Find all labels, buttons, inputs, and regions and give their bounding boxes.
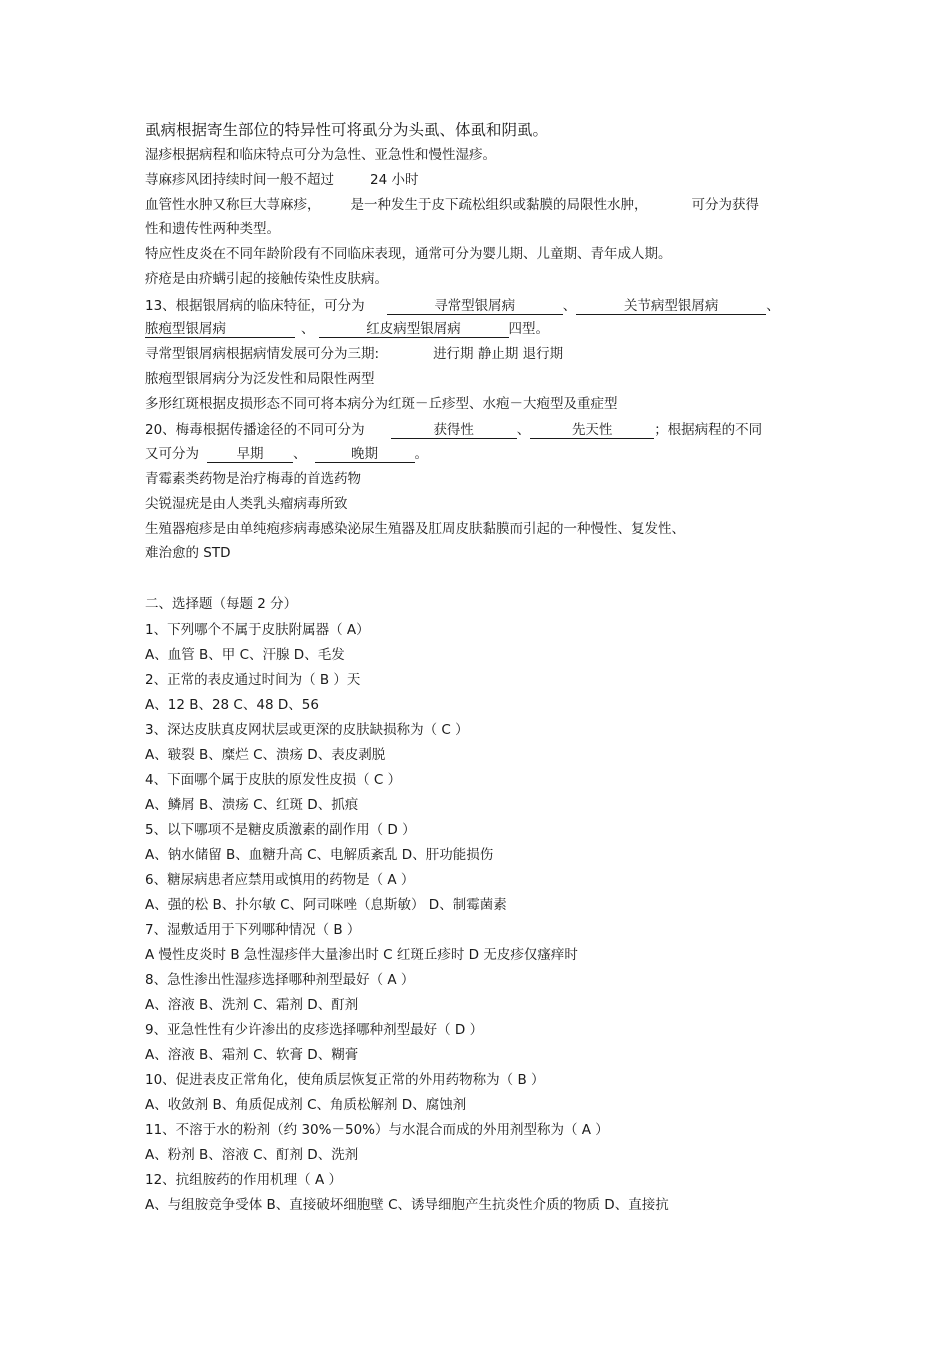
question-options: A、粉剂 B、溶液 C、酊剂 D、洗剂	[145, 1147, 359, 1163]
text-line: 疥疮是由疥螨引起的接触传染性皮肤病。	[145, 271, 388, 287]
text-line	[145, 171, 418, 189]
text-span: 可分为获得	[691, 197, 759, 213]
question-options: A、与组胺竞争受体 B、直接破坏细胞壁 C、诱导细胞产生抗炎性介质的物质 D、直接抗	[145, 1197, 669, 1213]
text-line: 性和遗传性两种类型。	[145, 221, 280, 237]
separator: 、	[301, 321, 315, 337]
question: 1、下列哪个不属于皮肤附属器（ A）	[145, 622, 370, 638]
text-span: 是一种发生于皮下疏松组织或黏膜的局限性水肿，	[350, 197, 648, 213]
answer-blank: 晚期	[315, 446, 415, 463]
question-options: A、鳞屑 B、溃疡 C、红斑 D、抓痕	[145, 797, 359, 813]
text-span: 20、梅毒根据传播途径的不同可分为	[145, 422, 365, 438]
text-span: 13、根据银屑病的临床特征，可分为	[145, 298, 365, 314]
question-options: A、皲裂 B、糜烂 C、溃疡 D、表皮剥脱	[145, 747, 386, 763]
question-options: A、血管 B、甲 C、汗腺 D、毛发	[145, 647, 345, 663]
answer-blank: 早期	[207, 446, 293, 463]
text-span: 荨麻疹风团持续时间一般不超过	[145, 172, 334, 188]
text-line: 尖锐湿疣是由人类乳头瘤病毒所致	[145, 496, 348, 512]
answer-blank: 脓疱型银屑病	[145, 321, 295, 338]
question-options: A 慢性皮炎时 B 急性湿疹伴大量渗出时 C 红斑丘疹时 D 无皮疹仅瘙痒时	[145, 947, 578, 963]
question: 5、以下哪项不是糖皮质激素的副作用（ D ）	[145, 822, 416, 838]
text-line	[145, 345, 563, 363]
text-line	[145, 196, 759, 214]
question: 12、抗组胺药的作用机理（ A ）	[145, 1172, 342, 1188]
question: 4、下面哪个属于皮肤的原发性皮损（ C ）	[145, 772, 402, 788]
text-span: ；根据病程的不同	[654, 422, 763, 438]
question-13	[145, 297, 780, 315]
question-13-line2	[145, 320, 549, 338]
text-span: 。	[414, 446, 428, 462]
text-span: 进行期 静止期 退行期	[433, 346, 564, 362]
question-options: A、溶液 B、洗剂 C、霜剂 D、酊剂	[145, 997, 359, 1013]
text-span: 血管性水肿又称巨大荨麻疹，	[145, 197, 321, 213]
question: 6、糖尿病患者应禁用或慎用的药物是（ A ）	[145, 872, 415, 888]
answer-blank: 先天性	[530, 422, 654, 439]
question: 10、促进表皮正常角化，使角质层恢复正常的外用药物称为（ B ）	[145, 1072, 545, 1088]
text-line: 特应性皮炎在不同年龄阶段有不同临床表现，通常可分为婴儿期、儿童期、青年成人期。	[145, 246, 672, 262]
separator: 、	[293, 446, 307, 462]
answer-blank: 获得性	[391, 422, 517, 439]
question-20	[145, 421, 762, 439]
text-line: 湿疹根据病程和临床特点可分为急性、亚急性和慢性湿疹。	[145, 147, 496, 163]
answer-blank: 寻常型银屑病	[387, 298, 563, 315]
question-options: A、钠水储留 B、血糖升高 C、电解质紊乱 D、肝功能损伤	[145, 847, 494, 863]
question-options: A、12 B、28 C、48 D、56	[145, 697, 319, 713]
text-line: 青霉素类药物是治疗梅毒的首选药物	[145, 471, 361, 487]
text-line: 虱病根据寄生部位的特异性可将虱分为头虱、体虱和阴虱。	[145, 121, 549, 139]
question-options: A、溶液 B、霜剂 C、软膏 D、糊膏	[145, 1047, 359, 1063]
question: 7、湿敷适用于下列哪种情况（ B ）	[145, 922, 361, 938]
question: 9、亚急性性有少许渗出的皮疹选择哪种剂型最好（ D ）	[145, 1022, 484, 1038]
question-options: A、强的松 B、扑尔敏 C、阿司咪唑（息斯敏） D、制霉菌素	[145, 897, 507, 913]
text-span: 四型。	[508, 321, 549, 337]
answer-blank: 关节病型银屑病	[576, 298, 766, 315]
question: 11、不溶于水的粉剂（约 30%－50%）与水混合而成的外用剂型称为（ A ）	[145, 1122, 609, 1138]
text-line: 生殖器疱疹是由单纯疱疹病毒感染泌尿生殖器及肛周皮肤黏膜而引起的一种慢性、复发性、	[145, 521, 685, 537]
text-span: 24 小时	[370, 172, 419, 188]
text-span: 又可分为	[145, 446, 199, 462]
separator: 、	[516, 422, 531, 438]
text-line: 难治愈的 STD	[145, 545, 231, 561]
question: 3、深达皮肤真皮网状层或更深的皮肤缺损称为（ C ）	[145, 722, 469, 738]
text-line: 脓疱型银屑病分为泛发性和局限性两型	[145, 371, 375, 387]
separator: 、	[562, 298, 577, 314]
separator: 、	[766, 298, 780, 314]
answer-blank: 红皮病型银屑病	[319, 321, 509, 338]
section-title: 二、选择题（每题 2 分）	[145, 596, 298, 612]
text-line: 多形红斑根据皮损形态不同可将本病分为红斑－丘疹型、水疱－大疱型及重症型	[145, 396, 618, 412]
question: 2、正常的表皮通过时间为（ B ）天	[145, 672, 361, 688]
question: 8、急性渗出性湿疹选择哪种剂型最好（ A ）	[145, 972, 415, 988]
question-20-line2	[145, 445, 428, 463]
question-options: A、收敛剂 B、角质促成剂 C、角质松解剂 D、腐蚀剂	[145, 1097, 467, 1113]
text-span: 寻常型银屑病根据病情发展可分为三期:	[145, 346, 380, 362]
